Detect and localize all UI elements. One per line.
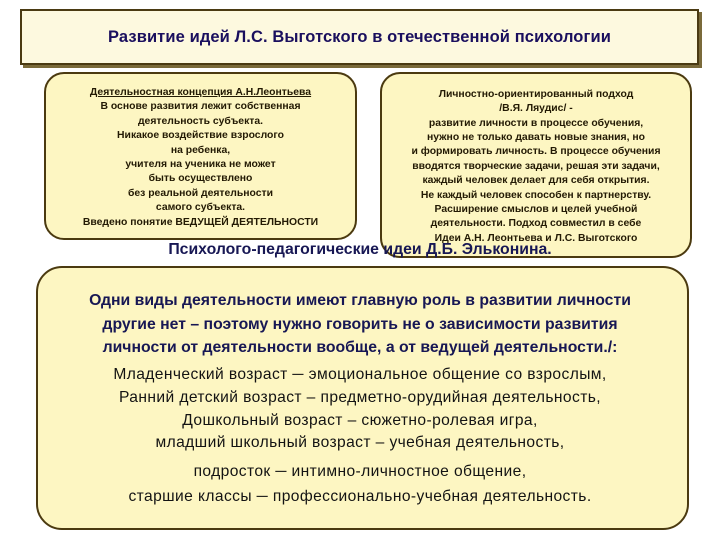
leontiev-line: Деятельностная концепция А.Н.Леонтьева <box>89 86 312 98</box>
elkonin-stage: Младенческий возраст ─ эмоциональное общение со взрослым, <box>113 366 607 383</box>
lyaudis-line: /В.Я. Ляудис/ - <box>499 103 573 115</box>
elkonin-intro-line: личности от деятельности вообще, а от ведущей деятельности./: <box>102 339 618 356</box>
leontiev-line: быть осуществлено <box>148 173 253 185</box>
elkonin-heading: Психолого-педагогические идеи Д.Б. Эльконина. <box>168 241 552 258</box>
elkonin-stage: старшие классы ─ профессионально-учебная деятельность. <box>128 488 592 505</box>
lyaudis-line: деятельности. Подход совместил в себе <box>430 218 642 230</box>
slide-title: Развитие идей Л.С. Выготского в отечественной психологии <box>108 27 611 46</box>
leontiev-line: деятельность субъекта. <box>137 115 264 127</box>
lyaudis-line: нужно не только давать новые знания, но <box>427 131 645 143</box>
lyaudis-line: Расширение смыслов и целей учебной <box>434 204 638 216</box>
leontiev-line: без реальной деятельности <box>127 187 274 199</box>
lyaudis-line: Идеи А.Н. Леонтьева и Л.С. Выготского <box>434 232 638 244</box>
leontiev-line: самого субъекта. <box>155 202 246 214</box>
leontiev-line: Никакое воздействие взрослого <box>117 130 284 142</box>
elkonin-stage: Дошкольный возраст – сюжетно-ролевая игра, <box>182 412 538 429</box>
lyaudis-line: и формировать личность. В процессе обучения <box>411 146 661 158</box>
elkonin-intro-line: Одни виды деятельности имеют главную роль в развитии личности <box>89 292 631 309</box>
elkonin-stage: Ранний детский возраст – предметно-орудийная деятельность, <box>118 389 601 406</box>
leontiev-line: В основе развития лежит собственная <box>100 101 301 113</box>
lyaudis-card <box>380 72 692 258</box>
elkonin-stage: подросток ─ интимно-личностное общение, <box>193 463 527 480</box>
elkonin-stage: младший школьный возраст – учебная деятельность, <box>155 434 565 451</box>
lyaudis-line: Личностно-ориентированный подход <box>438 88 634 100</box>
elkonin-intro-line: другие нет – поэтому нужно говорить не о зависимости развития <box>102 316 618 333</box>
lyaudis-line: развитие личности в процессе обучения, <box>428 117 644 129</box>
leontiev-line: Введено понятие ВЕДУЩЕЙ ДЕЯТЕЛЬНОСТИ <box>82 216 319 228</box>
leontiev-line: на ребенка, <box>170 144 231 156</box>
lyaudis-line: вводятся творческие задачи, решая эти задачи, <box>412 160 660 172</box>
lyaudis-line: каждый человек делает для себя открытия. <box>422 175 650 187</box>
leontiev-card <box>44 72 357 240</box>
leontiev-line: учителя на ученика не может <box>125 159 276 170</box>
title-box <box>20 9 699 65</box>
lyaudis-line: Не каждый человек способен к партнерству. <box>420 189 652 201</box>
